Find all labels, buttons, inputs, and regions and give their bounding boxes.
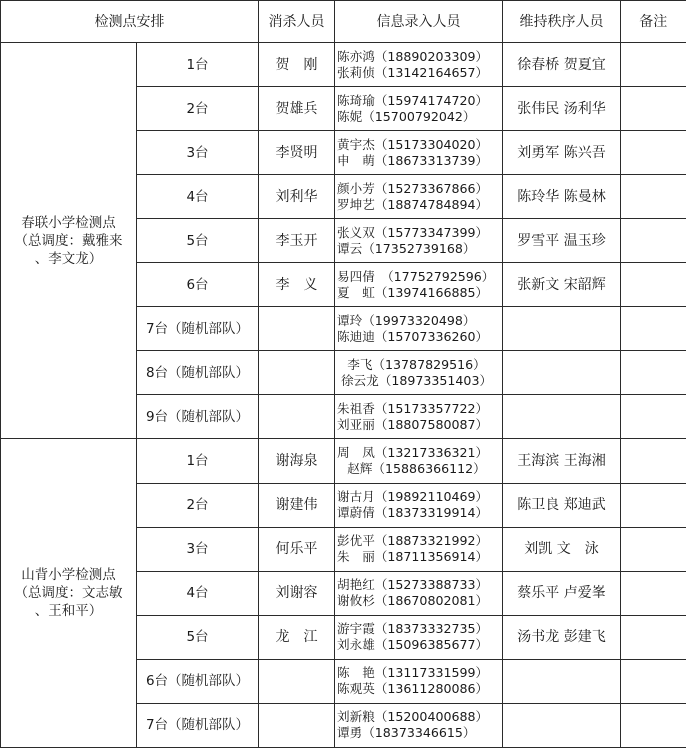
info-line: 张义双（15773347399） [337, 224, 489, 240]
unit-cell: 4台 [137, 571, 259, 615]
disinfect-cell [259, 703, 335, 747]
info-line: 陈 艳（13117331599） [337, 665, 489, 681]
note-cell [621, 87, 686, 131]
order-cell: 徐春桥 贺夏宜 [503, 43, 621, 87]
order-cell [503, 703, 621, 747]
unit-cell: 4台 [137, 175, 259, 219]
info-line: 谢古月（19892110469） [337, 489, 489, 505]
unit-cell: 8台（随机部队） [137, 351, 259, 395]
site-name-cell [1, 43, 137, 439]
info-line: 易四倩 （17752792596） [337, 268, 495, 284]
info-line: 谭蔚倩（18373319914） [337, 505, 489, 521]
info-line: 周 凤（13217336321） [337, 444, 489, 460]
info-line: 谭玲（19973320498） [337, 312, 476, 328]
info-cell [335, 527, 503, 571]
info-line: 彭优平（18873321992） [337, 533, 489, 549]
site-name-line: 春联小学检测点 [21, 214, 116, 231]
info-cell [335, 87, 503, 131]
info-cell [335, 131, 503, 175]
info-cell [335, 219, 503, 263]
note-cell [621, 263, 686, 307]
disinfect-cell: 李贤明 [259, 131, 335, 175]
unit-cell: 1台 [137, 439, 259, 483]
order-cell: 张伟民 汤利华 [503, 87, 621, 131]
info-line: 游宇霞（18373332735） [337, 621, 489, 637]
info-line: 谭云（17352739168） [337, 240, 476, 256]
info-line: 胡艳红（15273388733） [337, 577, 489, 593]
unit-cell: 2台 [137, 483, 259, 527]
site-name-line: 、王和平） [34, 603, 103, 620]
note-cell [621, 527, 686, 571]
info-line: 黄宇杰（15173304020） [337, 136, 489, 152]
info-cell [335, 615, 503, 659]
table-row [1, 439, 686, 483]
site-name [15, 566, 123, 620]
info-line: 刘亚丽（18807580087） [337, 416, 489, 432]
disinfect-cell: 刘利华 [259, 175, 335, 219]
unit-cell: 6台（随机部队） [137, 659, 259, 703]
unit-cell: 5台 [137, 219, 259, 263]
disinfect-cell [259, 395, 335, 439]
note-cell [621, 43, 686, 87]
info-cell [335, 307, 503, 351]
unit-cell: 3台 [137, 527, 259, 571]
note-cell [621, 483, 686, 527]
site-name-line: （总调度：戴雅来 [14, 232, 123, 249]
unit-cell: 9台（随机部队） [137, 395, 259, 439]
info-line: 刘永雄（15096385677） [337, 637, 489, 653]
info-cell [335, 571, 503, 615]
header-row [1, 1, 686, 43]
unit-cell: 3台 [137, 131, 259, 175]
note-cell [621, 307, 686, 351]
note-cell [621, 439, 686, 483]
info-line: 陈亦鸿（18890203309） [337, 48, 489, 64]
info-line: 张莉侦（13142164657） [337, 64, 489, 80]
info-line: 夏 虹（13974166885） [337, 284, 489, 300]
header-disinfect: 消杀人员 [259, 1, 335, 43]
order-cell: 刘勇军 陈兴吾 [503, 131, 621, 175]
info-line: 陈观英（13611280086） [337, 681, 489, 697]
order-cell [503, 395, 621, 439]
order-cell: 汤书龙 彭建飞 [503, 615, 621, 659]
info-cell [335, 263, 503, 307]
order-cell [503, 351, 621, 395]
note-cell [621, 703, 686, 747]
info-cell [335, 439, 503, 483]
site-name-line: （总调度：文志敏 [14, 585, 123, 602]
note-cell [621, 395, 686, 439]
info-line: 陈妮（15700792042） [337, 108, 476, 124]
unit-cell: 6台 [137, 263, 259, 307]
order-cell: 蔡乐平 卢爱峯 [503, 571, 621, 615]
info-line: 罗坤艺（18874784894） [337, 196, 489, 212]
note-cell [621, 219, 686, 263]
info-cell [335, 395, 503, 439]
site-name [15, 214, 123, 268]
note-cell [621, 571, 686, 615]
info-cell [335, 351, 503, 395]
disinfect-cell: 李玉开 [259, 219, 335, 263]
unit-cell: 7台（随机部队） [137, 703, 259, 747]
info-line: 朱祖香（15173357722） [337, 400, 489, 416]
info-cell [335, 175, 503, 219]
unit-cell: 2台 [137, 87, 259, 131]
order-cell: 陈卫良 郑迪武 [503, 483, 621, 527]
disinfect-cell: 龙 江 [259, 615, 335, 659]
disinfect-cell [259, 307, 335, 351]
info-cell [335, 703, 503, 747]
note-cell [621, 175, 686, 219]
info-line: 谭勇（18373346615） [337, 725, 476, 741]
info-line: 申 萌（18673313739） [337, 152, 489, 168]
site-name-cell [1, 439, 137, 748]
unit-cell: 7台（随机部队） [137, 307, 259, 351]
order-cell: 刘凯 文 泳 [503, 527, 621, 571]
info-line: 徐云龙（18973351403） [340, 372, 493, 388]
info-line: 刘新粮（15200400688） [337, 709, 489, 725]
disinfect-cell: 贺 刚 [259, 43, 335, 87]
unit-cell: 1台 [137, 43, 259, 87]
disinfect-cell [259, 659, 335, 703]
note-cell [621, 131, 686, 175]
disinfect-cell: 刘谢容 [259, 571, 335, 615]
info-cell [335, 659, 503, 703]
order-cell: 陈玲华 陈曼林 [503, 175, 621, 219]
note-cell [621, 659, 686, 703]
table-row [1, 43, 686, 87]
order-cell [503, 659, 621, 703]
info-line: 谢攸杉（18670802081） [337, 593, 489, 609]
info-line: 李飞（13787829516） [347, 356, 486, 372]
header-note: 备注 [621, 1, 686, 43]
unit-cell: 5台 [137, 615, 259, 659]
order-cell [503, 307, 621, 351]
disinfect-cell: 李 义 [259, 263, 335, 307]
note-cell [621, 351, 686, 395]
site-name-line: 、李文龙） [34, 250, 103, 267]
header-order: 维持秩序人员 [503, 1, 621, 43]
order-cell: 罗雪平 温玉珍 [503, 219, 621, 263]
info-cell [335, 483, 503, 527]
order-cell: 张新文 宋韶辉 [503, 263, 621, 307]
disinfect-cell: 谢海泉 [259, 439, 335, 483]
note-cell [621, 615, 686, 659]
info-line: 朱 丽（18711356914） [337, 549, 489, 565]
header-info: 信息录入人员 [335, 1, 503, 43]
info-cell [335, 43, 503, 87]
order-cell: 王海滨 王海湘 [503, 439, 621, 483]
disinfect-cell: 何乐平 [259, 527, 335, 571]
info-line: 赵辉（15886366112） [347, 460, 486, 476]
disinfect-cell [259, 351, 335, 395]
site-name-line: 山背小学检测点 [21, 567, 116, 584]
info-line: 陈琦瑜（15974174720） [337, 92, 489, 108]
disinfect-cell: 谢建伟 [259, 483, 335, 527]
info-line: 颜小芳（15273367866） [337, 180, 489, 196]
info-line: 陈迪迪（15707336260） [337, 328, 489, 344]
header-site: 检测点安排 [1, 1, 259, 43]
disinfect-cell: 贺雄兵 [259, 87, 335, 131]
